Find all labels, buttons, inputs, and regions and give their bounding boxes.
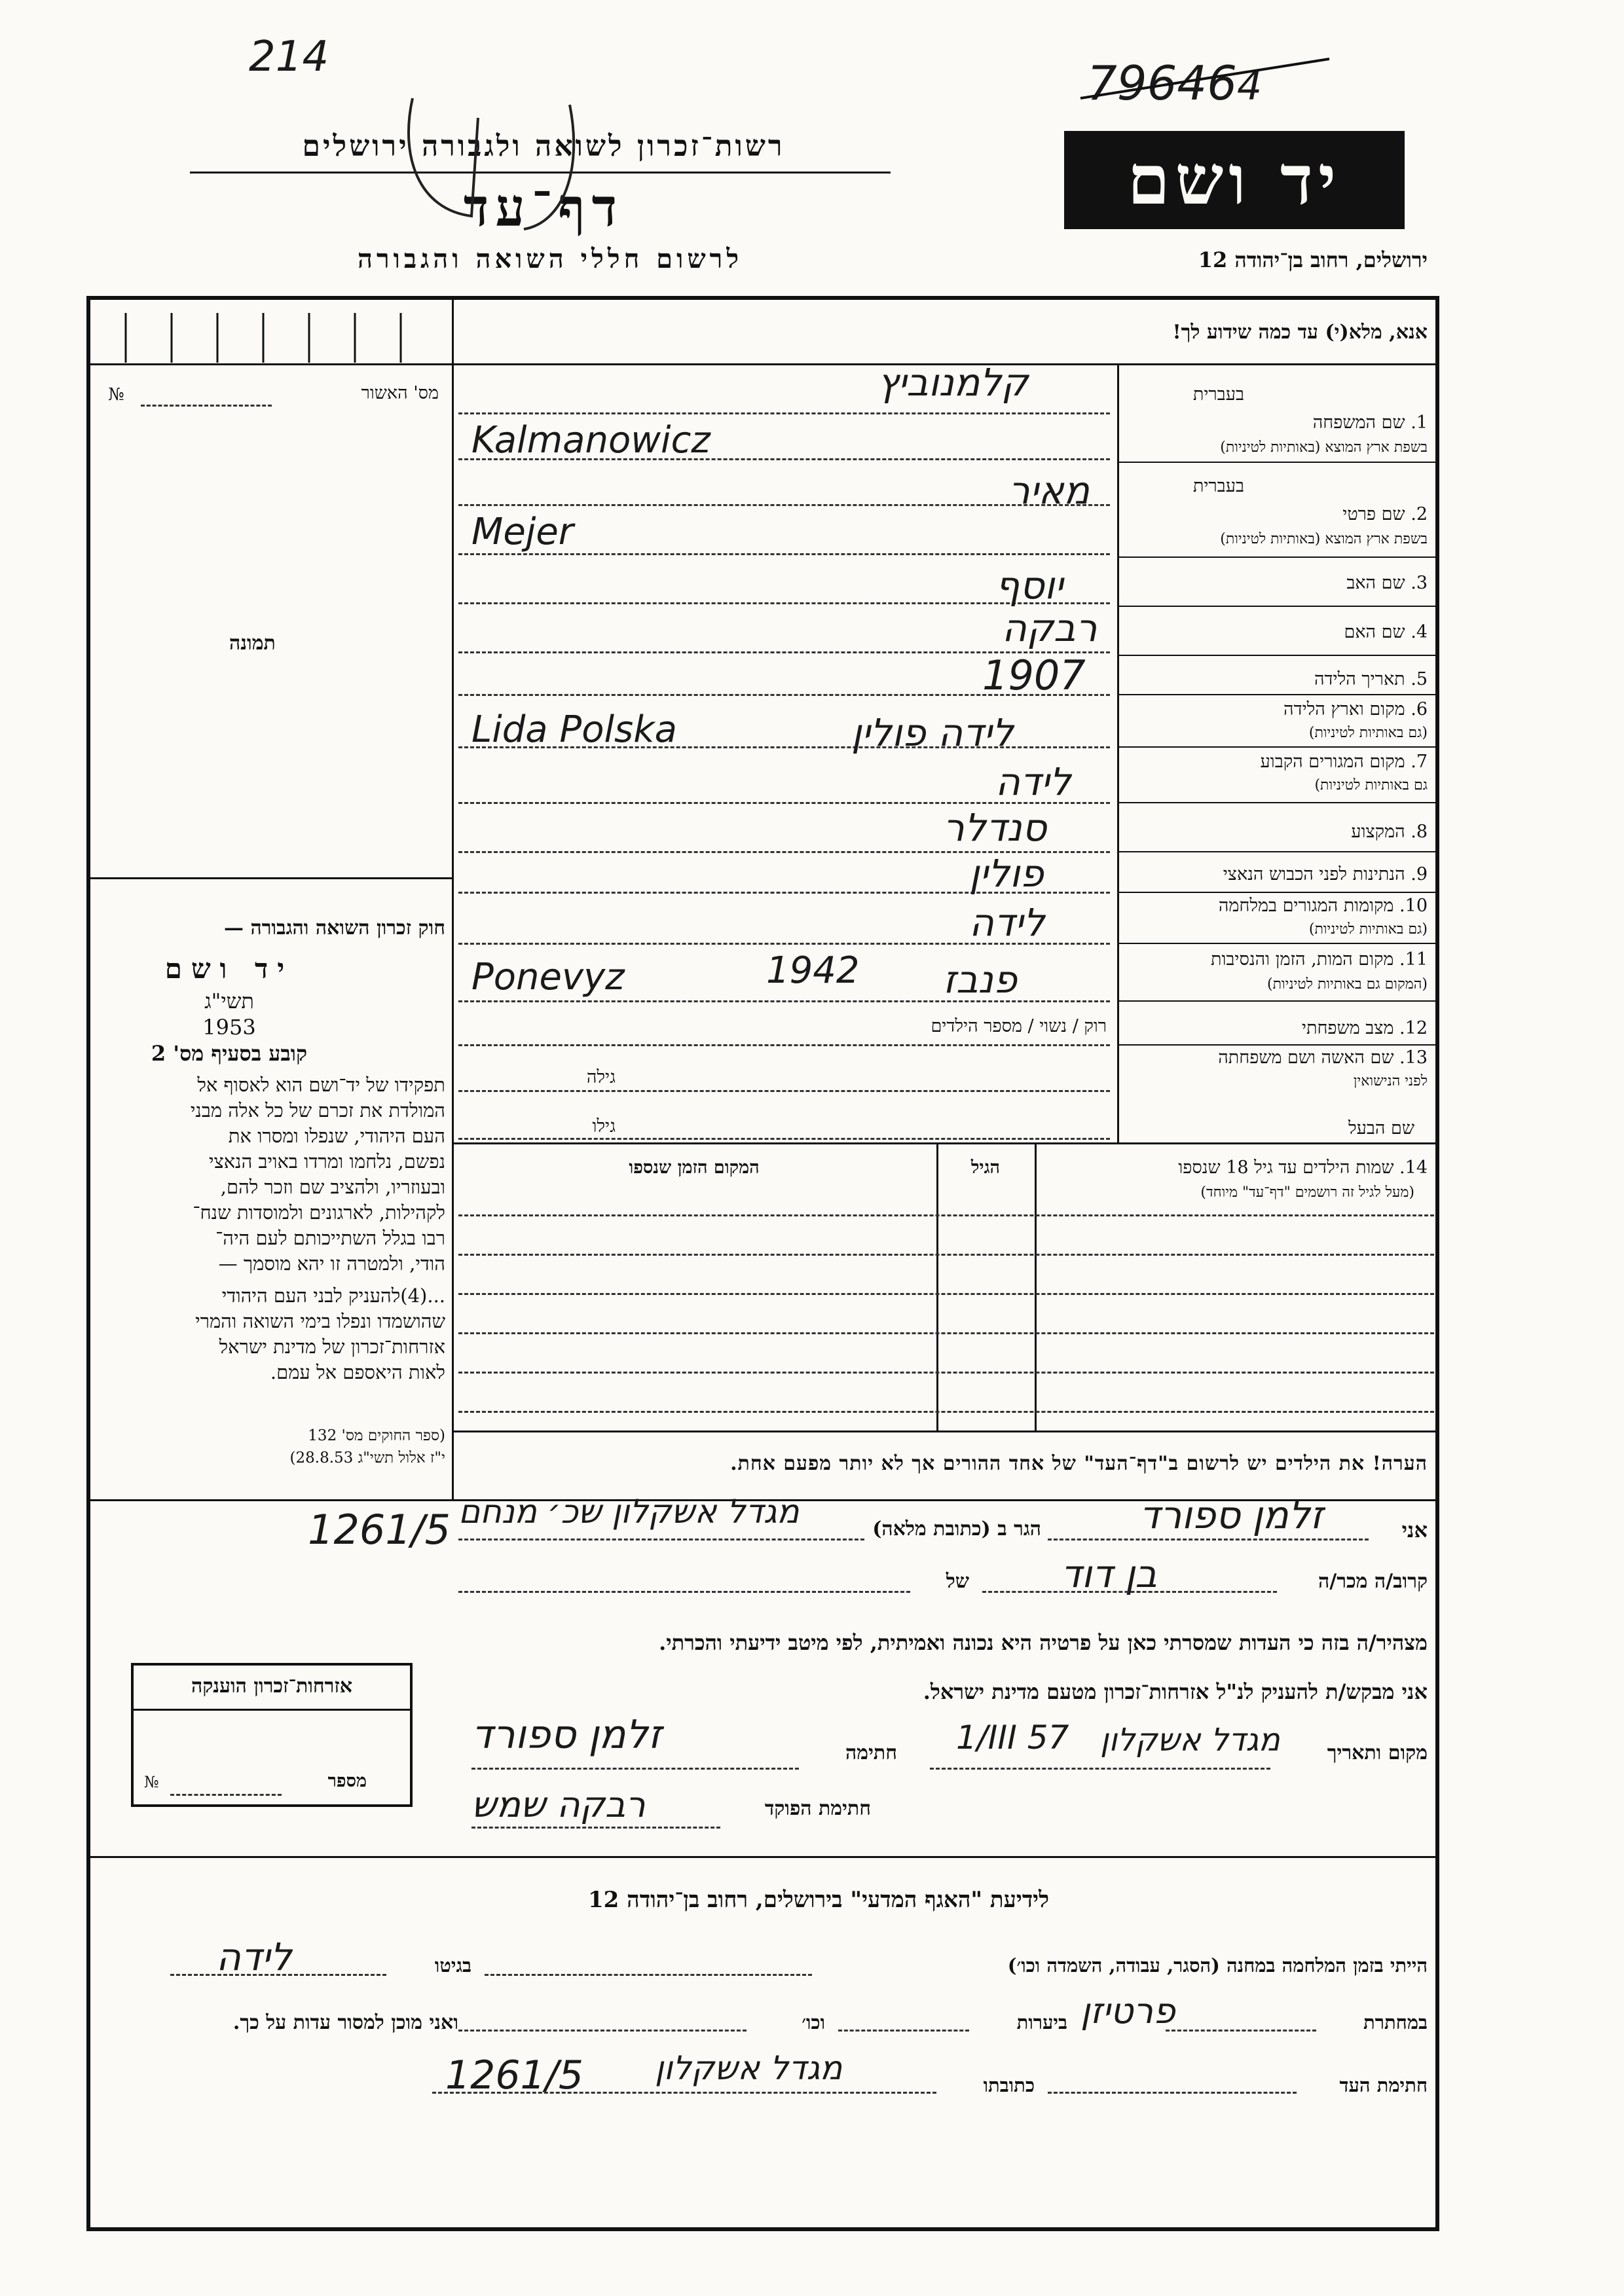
logo: יד ושם — [1064, 131, 1405, 229]
value-surname-latin: Kalmanowicz — [471, 419, 710, 462]
law-line: שהושמדו ונפלו בימי השואה והמרי — [195, 1310, 445, 1332]
field-7-label — [1126, 752, 1428, 772]
law-line: ובעוזריו, ולהציב שם וזכר להם, — [220, 1176, 445, 1198]
field-3-label — [1126, 573, 1428, 593]
field-7-sub: גם באותיות לטיניות) — [1314, 777, 1428, 793]
field-12-label — [1126, 1018, 1428, 1038]
info-section-top — [86, 1856, 1439, 1858]
decl-place-line — [930, 1768, 1270, 1770]
field-5-divider — [1117, 694, 1439, 695]
honorary-box-divider — [131, 1709, 413, 1711]
decl-of-label: של — [946, 1570, 969, 1593]
field-13-label — [1126, 1048, 1428, 1068]
decl-official-line — [471, 1827, 720, 1829]
field-13-num: 13. — [1399, 1048, 1428, 1068]
law-line: ...(4)להעניק לבני העם היהודי — [221, 1285, 445, 1307]
field-13-sub: לפני הנישואין — [1353, 1073, 1428, 1089]
info-line1-b: בגיטו — [434, 1954, 471, 1977]
info-underground-line — [1166, 2030, 1316, 2032]
info-etc-line — [458, 2030, 747, 2032]
field-12-num: 12. — [1399, 1018, 1428, 1038]
decl-relative-line — [982, 1591, 1277, 1593]
info-line2-a: במחתרת — [1363, 2011, 1428, 2033]
children-row-line — [458, 1332, 1434, 1334]
archive-number-main: 79646 — [1087, 56, 1238, 111]
field-8-text: המקצוע — [1351, 822, 1405, 842]
field-8-divider — [1117, 851, 1439, 852]
info-forests-line — [838, 2030, 969, 2032]
decl-date: 1/III 57 — [956, 1719, 1069, 1757]
authority-line: רשות־זכרון לשואה ולגבורה ירושלים — [302, 130, 785, 163]
law-ref-2: י"ז אלול תשי"ג 28.8.53) — [289, 1449, 445, 1467]
form-title: דף־עד — [463, 177, 624, 238]
field-2-tag: בעברית — [1192, 476, 1244, 496]
law-line: העם היהודי, שנפלו ומסרו את — [228, 1125, 445, 1147]
children-row-line — [458, 1372, 1434, 1374]
note-text: הערה! את הילדים יש לרשום ב"דף־העד" של אחד ההורים אך לא יותר מפעם אחת. — [730, 1452, 1428, 1475]
decl-name-line — [1048, 1539, 1369, 1540]
field-4-num: 4. — [1411, 622, 1428, 642]
law-line: תפקידו של יד־ושם הוא לאסוף אל — [197, 1074, 445, 1096]
row-12-line — [458, 1044, 1110, 1046]
field-3-divider — [1117, 606, 1439, 607]
info-heading: לידיעת "האגף המדעי" בירושלים, רחוב בן־יהודה 12 — [588, 1887, 1049, 1913]
honorary-box-title: אזרחות־זכרון הוענקה — [191, 1675, 353, 1698]
field-1-num: 1. — [1411, 412, 1428, 433]
witness-address-label: כתובתו — [983, 2074, 1035, 2096]
field-10-num: 10. — [1399, 896, 1428, 916]
field-10-divider — [1117, 943, 1439, 944]
header-scribble — [373, 79, 648, 242]
value-birthplace-latin: Lida Polska — [471, 708, 677, 751]
field-2-divider — [1117, 556, 1439, 558]
honorary-box-no-symbol: № — [144, 1773, 159, 1791]
law-title: חוק זכרון השואה והגבורה — — [224, 917, 445, 939]
field-1-divider — [1117, 462, 1439, 463]
decl-i-label: אני — [1401, 1518, 1428, 1542]
honorary-box-line — [170, 1794, 282, 1796]
field-4-divider — [1117, 655, 1439, 656]
decl-relative-value: בן דוד — [1061, 1552, 1157, 1596]
children-col-age: הגיל — [970, 1157, 1001, 1178]
value-death-place-hebrew: פנבז — [943, 957, 1018, 1002]
law-line: אזרחות־זכרון של מדינת ישראל — [219, 1336, 445, 1358]
field-6-num: 6. — [1411, 699, 1428, 720]
decl-of-line — [458, 1591, 910, 1593]
field-10-sub: (גם באותיות לטיניות) — [1308, 921, 1428, 938]
decl-request: אני מבקש/ת להעניק לנ"ל אזרחות־זכרון מטעם מדינת ישראל. — [923, 1679, 1428, 1704]
field-6-divider — [1117, 746, 1439, 748]
decl-official-label: חתימת הפוקד — [764, 1797, 871, 1820]
field-10-label — [1126, 896, 1428, 916]
field-2-label — [1126, 504, 1428, 524]
children-table-top — [452, 1142, 1439, 1144]
children-title — [1048, 1157, 1428, 1178]
info-line2-d: ואני מוכן למסור עדות על כך. — [232, 2011, 458, 2034]
left-panel-divider — [452, 296, 454, 1501]
info-line2-c: וכו׳ — [802, 2011, 825, 2033]
decl-official-signature: רבקה שמש — [471, 1784, 646, 1825]
field-5-label — [1126, 669, 1428, 689]
law-line: נפשם, נלחמו ומרדו באויב הנאצי — [208, 1150, 445, 1173]
law-line: לקהילות, לארגונים ולמוסדות שנח־ — [193, 1201, 445, 1224]
children-row-line — [458, 1293, 1434, 1295]
witness-signature-label: חתימת העד — [1339, 2074, 1428, 2096]
field-11-label — [1126, 949, 1428, 970]
field-9-label — [1126, 864, 1428, 884]
field-11-sub: (המקום גם באותיות לטיניות) — [1267, 976, 1428, 993]
intro-line: אנא, מלא(י) עד כמה שידוע לך! — [1172, 321, 1428, 344]
field-1-tag: בעברית — [1192, 384, 1244, 405]
field-5-text: תאריך הלידה — [1314, 669, 1405, 689]
decl-place: מגדל אשקלון — [1100, 1722, 1280, 1758]
info-ghetto-value: לידה — [216, 1935, 292, 1979]
value-surname-hebrew: קלמנוביץ — [877, 360, 1029, 405]
value-death-place-latin: Ponevyz — [471, 956, 625, 998]
value-residence: לידה — [995, 759, 1071, 804]
witness-signature-line — [1048, 2092, 1297, 2094]
children-row-line — [458, 1214, 1434, 1216]
field-8-label — [1126, 822, 1428, 842]
field-11-num: 11. — [1399, 949, 1428, 970]
field-10-text: מקומות המגורים במלחמה — [1218, 896, 1394, 916]
approval-no-symbol: № — [108, 385, 124, 405]
field-husband-label: שם הבעל — [1348, 1118, 1414, 1139]
law-year: 1953 — [202, 1015, 256, 1040]
law-year-hebrew: תשי"ג — [204, 989, 254, 1013]
field-8-num: 8. — [1411, 822, 1428, 842]
archive-number-suffix: 4 — [1237, 64, 1263, 109]
info-line2-b: ביערות — [1016, 2011, 1067, 2033]
address: ירושלים, רחוב בן־יהודה 12 — [1198, 247, 1428, 272]
children-title-text: שמות הילדים עד גיל 18 שנספו — [1178, 1157, 1394, 1178]
field-6-label — [1126, 699, 1428, 720]
value-birthdate: 1907 — [982, 651, 1086, 699]
field-2-text: שם פרטי — [1342, 504, 1405, 524]
witness-address-value: מגדל אשקלון — [655, 2049, 843, 2087]
value-firstname-hebrew: מאיר — [1008, 468, 1090, 513]
wife-age-label: גילה — [586, 1067, 616, 1087]
field-9-num: 9. — [1411, 864, 1428, 884]
corner-annotation: 214 — [249, 33, 329, 81]
field-12-divider — [1117, 1044, 1439, 1046]
row-husband-line — [458, 1138, 1110, 1140]
value-birthplace-hebrew: לידה פולין — [851, 710, 1014, 755]
decl-name: זלמן ספורד — [1139, 1493, 1323, 1537]
approval-line — [141, 405, 272, 407]
field-2-num: 2. — [1411, 504, 1428, 524]
marital-options: רוק / נשוי / מספר הילדים — [931, 1016, 1107, 1036]
decl-signature-label: חתימה — [845, 1741, 897, 1764]
labels-divider — [1117, 363, 1119, 1142]
approval-number-boxes — [86, 300, 453, 365]
value-mother: רבקה — [1002, 606, 1098, 650]
info-forests-value: פרטיזן — [1080, 1990, 1175, 2032]
info-ghetto-line — [170, 1974, 386, 1976]
law-line: רבו בגלל השתייכותם לעם היה־ — [215, 1227, 445, 1249]
decl-signature-line — [471, 1768, 799, 1770]
field-6-sub: (גם באותיות לטיניות) — [1308, 725, 1428, 741]
field-9-divider — [1117, 892, 1439, 893]
field-1-label — [1126, 412, 1428, 433]
field-13-text: שם האשה ושם משפחתה — [1218, 1048, 1394, 1068]
field-3-text: שם האב — [1346, 573, 1405, 593]
law-line: לאות היאספם אל עמם. — [270, 1361, 445, 1383]
field-1-sub: בשפת ארץ המוצא (באותיות לטיניות) — [1220, 439, 1428, 456]
decl-address-line — [458, 1539, 864, 1540]
field-7-divider — [1117, 802, 1439, 803]
field-12-text: מצב משפחתי — [1301, 1018, 1394, 1038]
law-clause: קובע בסעיף מס' 2 — [151, 1041, 308, 1066]
husband-age-label: גילו — [592, 1116, 616, 1137]
field-2-sub: בשפת ארץ המוצא (באותיות לטיניות) — [1220, 531, 1428, 547]
field-11-divider — [1117, 1000, 1439, 1002]
value-nationality: פולין — [969, 851, 1044, 896]
value-father: יוסף — [995, 563, 1063, 608]
value-firstname-latin: Mejer — [471, 511, 574, 553]
children-num: 14. — [1399, 1157, 1428, 1178]
decl-declares: מצהיר/ה בזה כי העדות שמסרתי כאן על פרטיה היא נכונה ואמיתית, לפי מיטב ידיעתי והכרתי. — [659, 1630, 1428, 1655]
row-2b-line — [458, 553, 1110, 555]
children-age-divider-right — [1035, 1142, 1037, 1430]
approval-label: מס' האשור — [361, 383, 439, 403]
field-11-text: מקום המות, הזמן והנסיבות — [1211, 949, 1394, 970]
value-death-year: 1942 — [766, 949, 860, 992]
children-row-line — [458, 1254, 1434, 1256]
decl-place-date-label: מקום ותאריך — [1327, 1741, 1428, 1764]
field-5-num: 5. — [1411, 669, 1428, 689]
honorary-box-number: מספר — [327, 1771, 367, 1791]
form-subtitle: לרשום חללי השואה והגבורה — [357, 244, 743, 274]
children-row-line — [458, 1411, 1434, 1413]
children-age-divider-left — [936, 1142, 938, 1430]
decl-relative-label: קרוב/ה מכר/ה — [1318, 1570, 1428, 1593]
decl-address-label: הגר ב (כתובת מלאה) — [872, 1518, 1041, 1540]
field-6-text: מקום וארץ הלידה — [1283, 699, 1405, 720]
field-7-num: 7. — [1411, 752, 1428, 772]
field-4-label — [1126, 622, 1428, 642]
field-9-text: הנתינות לפני הכבוש הנאצי — [1223, 864, 1405, 884]
law-name: יד ושם — [164, 953, 294, 985]
photo-label: תמונה — [229, 632, 276, 655]
note-top — [452, 1430, 1439, 1432]
decl-address-number: 1261/5 — [308, 1506, 451, 1554]
info-line1-a: הייתי בזמן המלחמה במחנה (הסגר, עבודה, השמדה וכו׳) — [1007, 1954, 1428, 1977]
law-line: הודי, ולמטרה זו יהא מוסמך — — [218, 1252, 445, 1275]
info-camp-line — [485, 1974, 812, 1976]
decl-address: מגדל אשקלון שכ׳ מנחם — [458, 1493, 800, 1531]
field-7-text: מקום המגורים הקבוע — [1260, 752, 1405, 772]
row-1a-line — [458, 412, 1110, 414]
law-line: המולדת את זכרם של כל אלה מבני — [190, 1099, 445, 1121]
children-col-place: המקום הזמן שנספו — [629, 1157, 760, 1178]
decl-signature: זלמן ספורד — [471, 1712, 662, 1758]
value-war-residence: לידה — [969, 900, 1045, 945]
field-1-text: שם המשפחה — [1312, 412, 1405, 433]
law-box-top — [86, 877, 453, 879]
field-4-text: שם האם — [1344, 622, 1405, 642]
archive-number-strike — [1074, 46, 1336, 118]
value-profession: סנדלר — [943, 805, 1047, 850]
row-13-line — [458, 1090, 1110, 1092]
field-3-num: 3. — [1411, 573, 1428, 593]
children-sub: (מעל לגיל זה רושמים "דף־עד" מיוחד) — [1200, 1184, 1414, 1201]
law-ref-1: (ספר החוקים מס' 132 — [308, 1427, 445, 1444]
witness-address-number: 1261/5 — [445, 2052, 584, 2098]
witness-address-line — [432, 2092, 936, 2094]
